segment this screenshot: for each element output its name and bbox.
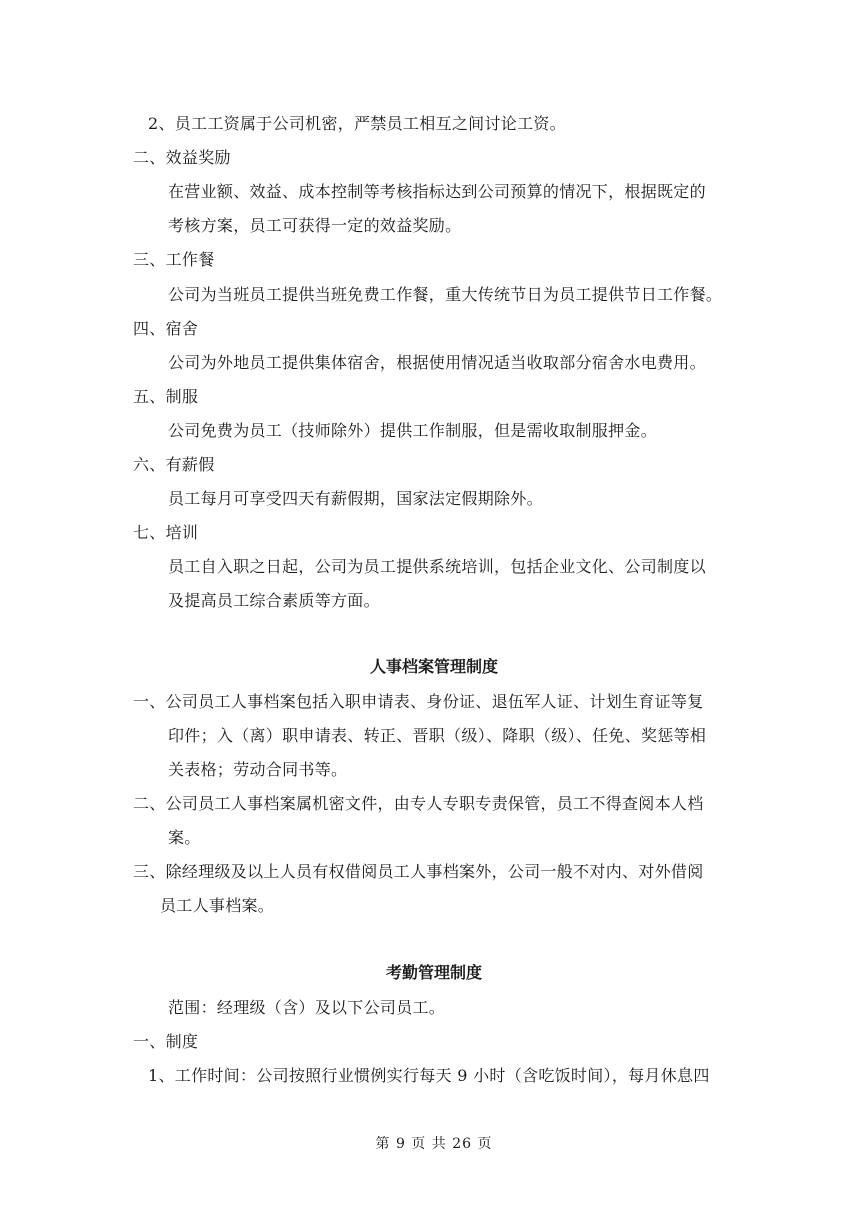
section-heading: 六、有薪假 bbox=[133, 455, 215, 474]
text-line: 在营业额、效益、成本控制等考核指标达到公司预算的情况下，根据既定的 bbox=[168, 182, 706, 201]
text-line: 考核方案，员工可获得一定的效益奖励。 bbox=[168, 216, 462, 235]
text-line: 公司免费为员工（技师除外）提供工作制服，但是需收取制服押金。 bbox=[168, 421, 658, 440]
text-line: 范围：经理级（含）及以下公司员工。 bbox=[168, 998, 446, 1017]
page-footer: 第 9 页 共 26 页 bbox=[375, 1136, 493, 1152]
text-line: 公司为当班员工提供当班免费工作餐，重大传统节日为员工提供节日工作餐。 bbox=[168, 285, 723, 304]
text-line: 员工自入职之日起，公司为员工提供系统培训，包括企业文化、公司制度以 bbox=[168, 557, 706, 576]
text-line: 及提高员工综合素质等方面。 bbox=[168, 591, 380, 610]
section-title-attendance: 考勤管理制度 bbox=[385, 963, 482, 982]
text-line: 二、公司员工人事档案属机密文件，由专人专职专责保管，员工不得查阅本人档 bbox=[133, 794, 704, 813]
section-heading: 三、工作餐 bbox=[133, 250, 215, 269]
text-line: 员工每月可享受四天有薪假期，国家法定假期除外。 bbox=[168, 489, 543, 508]
text-line: 一、公司员工人事档案包括入职申请表、身份证、退伍军人证、计划生育证等复 bbox=[133, 692, 704, 711]
section-title-personnel-records: 人事档案管理制度 bbox=[369, 657, 498, 676]
text-line: 关表格；劳动合同书等。 bbox=[168, 760, 348, 779]
section-heading: 一、制度 bbox=[133, 1032, 199, 1051]
section-heading: 二、效益奖励 bbox=[133, 148, 231, 167]
text-line: 公司为外地员工提供集体宿舍，根据使用情况适当收取部分宿舍水电费用。 bbox=[168, 353, 706, 372]
text-line: 1、工作时间：公司按照行业惯例实行每天 9 小时（含吃饭时间），每月休息四 bbox=[148, 1066, 710, 1085]
section-heading: 五、制服 bbox=[133, 387, 199, 406]
text-line: 印件；入（离）职申请表、转正、晋职（级）、降职（级）、任免、奖惩等相 bbox=[168, 726, 707, 745]
text-line: 案。 bbox=[168, 828, 201, 847]
text-line: 员工人事档案。 bbox=[160, 896, 275, 915]
text-line: 2、员工工资属于公司机密，严禁员工相互之间讨论工资。 bbox=[148, 114, 566, 133]
section-heading: 七、培训 bbox=[133, 523, 199, 542]
text-line: 三、除经理级及以上人员有权借阅员工人事档案外，公司一般不对内、对外借阅 bbox=[133, 862, 704, 881]
section-heading: 四、宿舍 bbox=[133, 319, 199, 338]
